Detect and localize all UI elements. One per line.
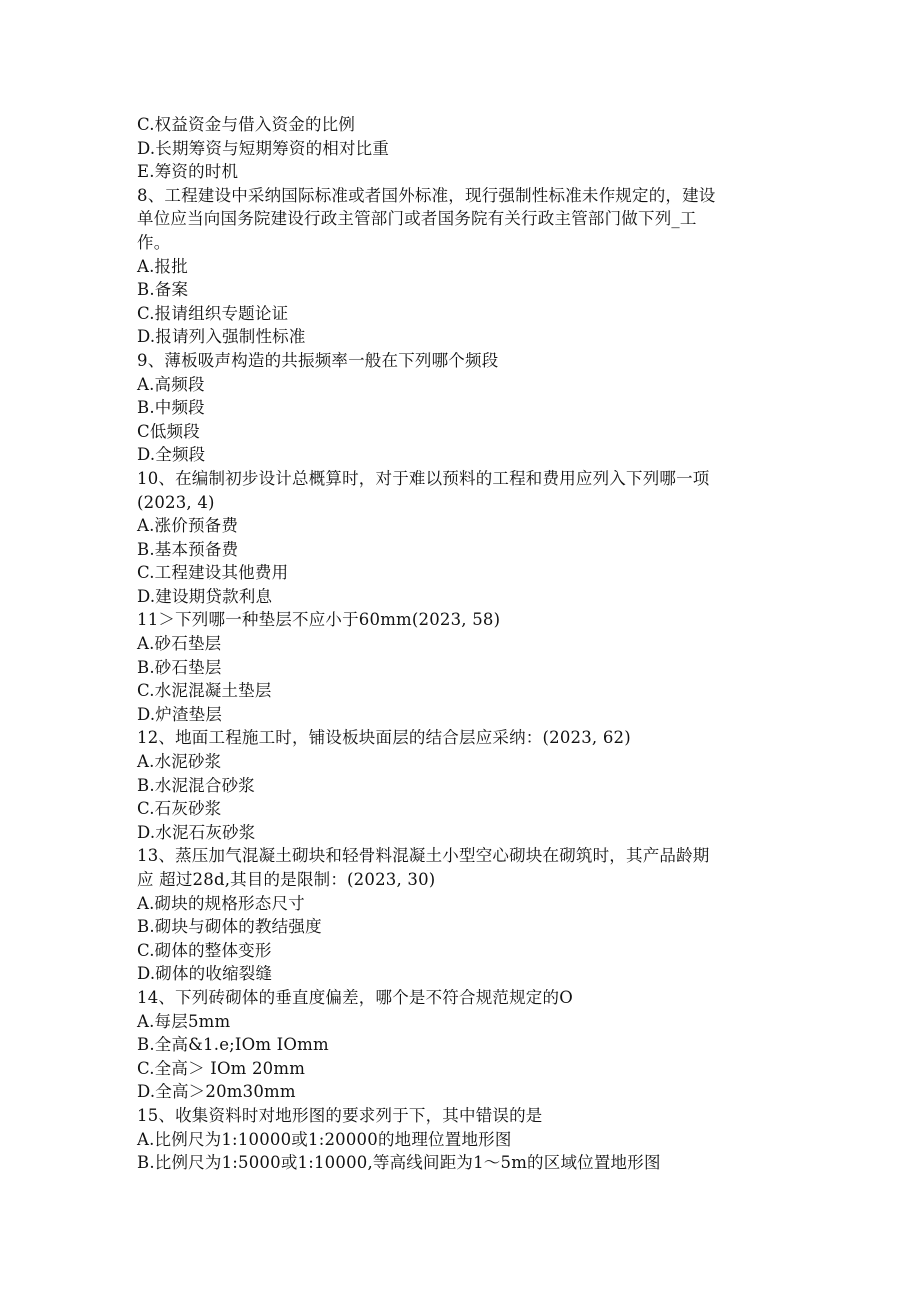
option-line: D.炉渣垫层 [137, 704, 223, 724]
option-line: B.砌块与砌体的教结强度 [137, 917, 322, 937]
question-14: 14、下列砖砌体的垂直度偏差，哪个是不符合规范规定的O [137, 987, 573, 1007]
option-line: A.涨价预备费 [137, 516, 239, 536]
question-8-line-3: 作。 [137, 232, 171, 252]
option-line: C.报请组织专题论证 [137, 303, 289, 323]
option-line: B.比例尺为1:5000或1:10000,等高线间距为1～5m的区域位置地形图 [137, 1153, 661, 1173]
question-9: 9、薄板吸声构造的共振频率一般在下列哪个频段 [137, 350, 499, 370]
option-line: A.水泥砂浆 [137, 752, 222, 772]
question-11: 11＞下列哪一种垫层不应小于60mm(2023, 58) [137, 610, 501, 630]
question-10-line-1: 10、在编制初步设计总概算时，对于难以预料的工程和费用应列入下列哪一项 [137, 468, 710, 488]
option-line: D.砌体的收缩裂缝 [137, 964, 273, 984]
option-line: B.备案 [137, 280, 189, 300]
question-8-line-2: 单位应当向国务院建设行政主管部门或者国务院有关行政主管部门做下列_工 [137, 209, 697, 229]
question-12: 12、地面工程施工时，铺设板块面层的结合层应采纳：(2023, 62) [137, 728, 631, 748]
option-line: B.基本预备费 [137, 539, 239, 559]
option-line: B.全高&1.e;IOm IOmm [137, 1035, 329, 1055]
option-line: A.每层5mm [137, 1011, 231, 1031]
option-line: A.比例尺为1:10000或1:20000的地理位置地形图 [137, 1129, 512, 1149]
option-line: B.水泥混合砂浆 [137, 775, 255, 795]
question-13-line-1: 13、蒸压加气混凝土砌块和轻骨料混凝土小型空心砌块在砌筑时，其产品龄期 [137, 846, 710, 866]
option-line: D.报请列入强制性标准 [137, 327, 306, 347]
option-line: C.砌体的整体变形 [137, 940, 272, 960]
option-line: C低频段 [137, 421, 200, 441]
option-line: C.水泥混凝土垫层 [137, 681, 272, 701]
text-line: E.筹资的时机 [137, 162, 239, 182]
option-line: A.砂石垫层 [137, 634, 222, 654]
question-15: 15、收集资料时对地形图的要求列于下，其中错误的是 [137, 1105, 543, 1125]
option-line: B.砂石垫层 [137, 657, 222, 677]
option-line: A.砌块的规格形态尺寸 [137, 893, 305, 913]
text-line: C.权益资金与借入资金的比例 [137, 115, 356, 134]
option-line: C.工程建设其他费用 [137, 563, 289, 583]
option-line: C.全高＞ IOm 20mm [137, 1058, 306, 1078]
option-line: A.高频段 [137, 374, 205, 394]
option-line: D.全高＞20m30mm [137, 1082, 296, 1102]
option-line: A.报批 [137, 256, 188, 276]
text-line: D.长期筹资与短期筹资的相对比重 [137, 138, 390, 158]
document-body [137, 113, 787, 1175]
option-line: D.水泥石灰砂浆 [137, 822, 256, 842]
option-line: C.石灰砂浆 [137, 799, 222, 819]
question-10-line-2: (2023, 4) [137, 492, 215, 512]
question-8-line-1: 8、工程建设中采纳国际标准或者国外标准，现行强制性标准未作规定的，建设 [137, 185, 716, 205]
option-line: D.建设期贷款利息 [137, 586, 273, 606]
option-line: D.全频段 [137, 445, 206, 465]
question-13-line-2: 应 超过28d,其目的是限制：(2023, 30) [137, 870, 436, 889]
option-line: B.中频段 [137, 398, 205, 418]
